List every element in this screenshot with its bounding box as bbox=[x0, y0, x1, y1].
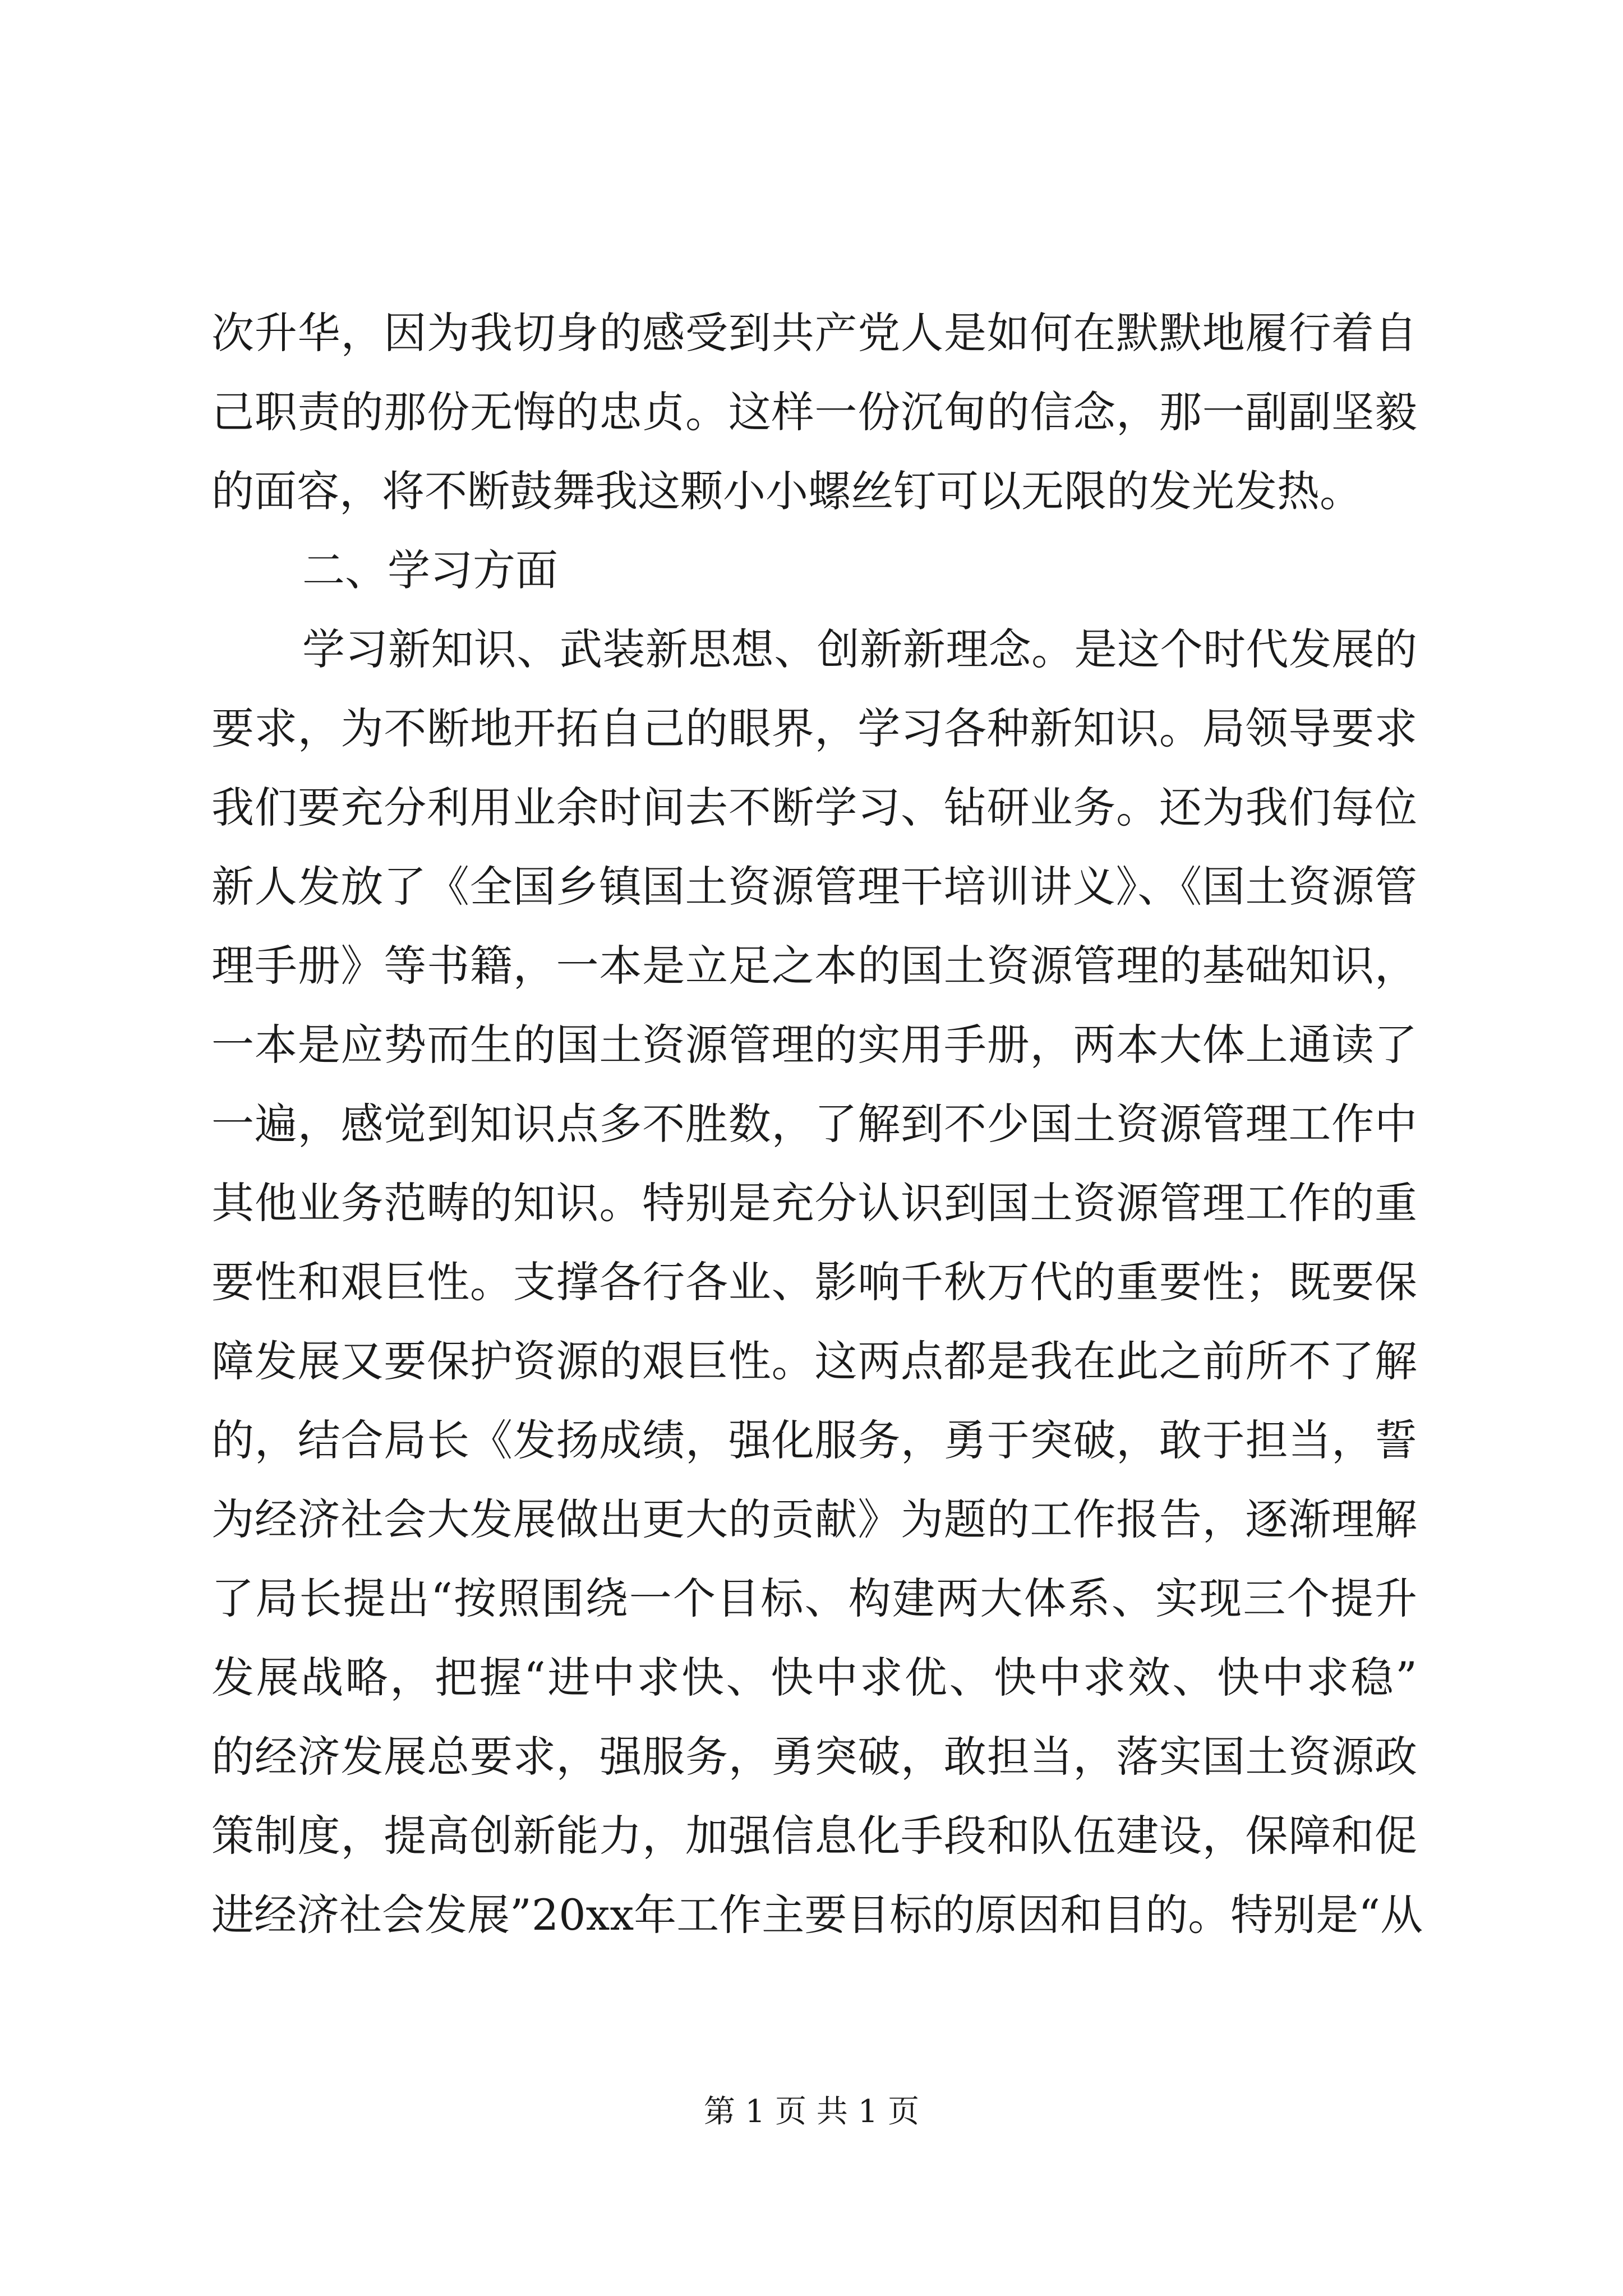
text-line: 理手册》等书籍，一本是立足之本的国土资源管理的基础知识， bbox=[211, 941, 1417, 991]
document-body bbox=[211, 293, 1423, 1954]
text-line: 我们要充分利用业余时间去不断学习、钻研业务。还为我们每位 bbox=[211, 783, 1417, 832]
text-line: 的，结合局长《发扬成绩，强化服务，勇于突破，敢于担当，誓 bbox=[211, 1415, 1417, 1465]
text-line: 一遍，感觉到知识点多不胜数，了解到不少国土资源管理工作中 bbox=[211, 1099, 1417, 1149]
text-line: 策制度，提高创新能力，加强信息化手段和队伍建设，保障和促 bbox=[211, 1811, 1417, 1861]
text-line: 要性和艰巨性。支撑各行各业、影响千秋万代的重要性；既要保 bbox=[211, 1257, 1417, 1307]
section-heading: 二、学习方面 bbox=[302, 545, 558, 595]
text-line: 了局长提出“按照围绕一个目标、构建两大体系、实现三个提升 bbox=[211, 1573, 1417, 1623]
text-line: 要求，为不断地开拓自己的眼界，学习各种新知识。局领导要求 bbox=[211, 703, 1417, 753]
text-line: 发展战略，把握“进中求快、快中求优、快中求效、快中求稳” bbox=[211, 1653, 1417, 1703]
page-footer: 第 1 页 共 1 页 bbox=[703, 2093, 920, 2130]
text-line: 新人发放了《全国乡镇国土资源管理干培训讲义》、《国土资源管 bbox=[211, 862, 1417, 912]
text-line: 己职责的那份无悔的忠贞。这样一份沉甸的信念，那一副副坚毅 bbox=[211, 387, 1417, 437]
text-line: 学习新知识、武装新思想、创新新理念。是这个时代发展的 bbox=[302, 624, 1417, 674]
text-line: 一本是应势而生的国土资源管理的实用手册，两本大体上通读了 bbox=[211, 1020, 1417, 1070]
text-line: 为经济社会大发展做出更大的贡献》为题的工作报告，逐渐理解 bbox=[211, 1494, 1417, 1544]
text-line: 障发展又要保护资源的艰巨性。这两点都是我在此之前所不了解 bbox=[211, 1336, 1417, 1386]
text-line: 进经济社会发展”20xx年工作主要目标的原因和目的。特别是“从 bbox=[211, 1890, 1423, 1940]
text-line: 次升华，因为我切身的感受到共产党人是如何在默默地履行着自 bbox=[211, 308, 1417, 358]
text-line: 其他业务范畴的知识。特别是充分认识到国土资源管理工作的重 bbox=[211, 1178, 1417, 1228]
text-line: 的经济发展总要求，强服务，勇突破，敢担当，落实国土资源政 bbox=[211, 1732, 1417, 1782]
text-line: 的面容，将不断鼓舞我这颗小小螺丝钉可以无限的发光发热。 bbox=[211, 466, 1362, 516]
